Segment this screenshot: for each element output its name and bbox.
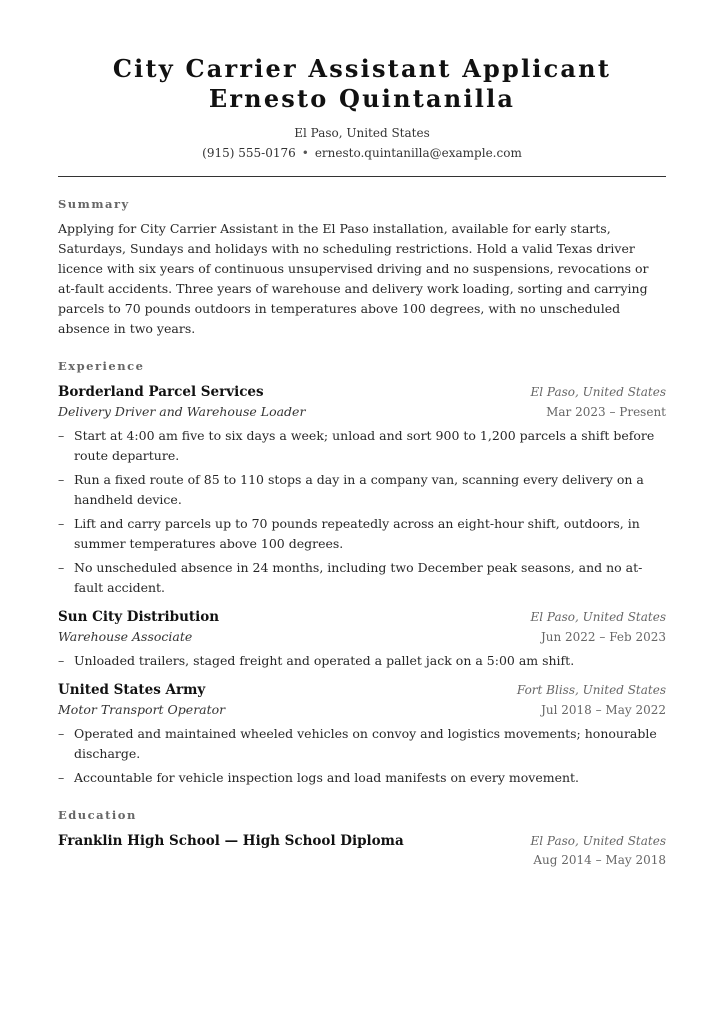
school-location: El Paso, United States [530,834,666,848]
bullet-text: Unloaded trailers, staged freight and operated a pallet jack on a 5:00 am shift. [74,653,575,668]
bullet-text: Start at 4:00 am five to six days a week; unload and sort 900 to 1,200 parcels a shift before route departure. [74,428,655,463]
experience-entry [58,608,666,671]
contact-email: ernesto.quintanilla@example.com [314,146,522,160]
job-location: Fort Bliss, United States [516,683,666,697]
job-dates: Mar 2023 – Present [546,405,666,419]
title-line-role: City Carrier Assistant Applicant [112,54,612,83]
bullet-text: Accountable for vehicle inspection logs and load manifests on every movement. [74,770,580,785]
job-title: Delivery Driver and Warehouse Loader [58,404,306,419]
company-name: United States Army [58,682,206,698]
job-bullets [58,426,666,598]
bullet-item [58,724,666,764]
job-location: El Paso, United States [530,385,666,399]
job-title: Motor Transport Operator [58,702,226,717]
education-dates: Aug 2014 – May 2018 [533,853,666,867]
education-entry [58,832,666,870]
job-dates: Jun 2022 – Feb 2023 [540,630,666,644]
section-heading-summary: Summary [58,197,130,211]
bullet-dash: – [58,472,65,487]
company-name: Borderland Parcel Services [58,384,264,400]
bullet-item [58,470,666,510]
bullet-dash: – [58,516,65,531]
contact-phone: (915) 555-0176 [202,146,296,160]
job-bullets [58,724,666,788]
resume-header [58,54,666,177]
bullet-text: Operated and maintained wheeled vehicles on convoy and logistics movements; honourable discharge. [74,726,657,761]
title-line-name: Ernesto Quintanilla [208,84,516,113]
section-heading-experience: Experience [58,359,145,373]
job-title: Warehouse Associate [58,629,193,644]
bullet-text: Run a fixed route of 85 to 110 stops a day in a company van, scanning every delivery on a handheld device. [74,472,644,507]
resume-page [58,54,666,870]
summary-text: Applying for City Carrier Assistant in the El Paso installation, available for early starts, Saturdays, Sundays and holidays with no scheduling restrictions. Hold a valid Texas driver licence with six years of continuous unsupervised driving and no suspensions, revocations or at-fault accidents. Three years of warehouse and delivery work loading, sorting and carrying parcels to 70 pounds outdoors in temperatures above 100 degrees, with no unscheduled absence in two years. [58,221,649,336]
company-name: Sun City Distribution [58,609,220,625]
contact-line [58,143,666,163]
bullet-dash: – [58,770,65,785]
header-divider [58,176,666,177]
bullet-item [58,651,666,671]
bullet-item [58,558,666,598]
bullet-text: No unscheduled absence in 24 months, including two December peak seasons, and no at-fault accident. [74,560,643,595]
bullet-dash: – [58,560,65,575]
contact-location: El Paso, United States [294,126,430,140]
experience-entry [58,681,666,788]
job-dates: Jul 2018 – May 2022 [541,703,666,717]
bullet-item [58,768,666,788]
bullet-item [58,426,666,466]
job-bullets [58,651,666,671]
job-location: El Paso, United States [530,610,666,624]
contact-separator: • [301,146,309,160]
bullet-dash: – [58,726,65,741]
section-heading-education: Education [58,808,137,822]
bullet-text: Lift and carry parcels up to 70 pounds repeatedly across an eight-hour shift, outdoors, in summer temperatures above 100 degrees. [74,516,640,551]
school-and-degree: Franklin High School — High School Diploma [58,833,404,849]
experience-entry [58,383,666,598]
bullet-dash: – [58,653,65,668]
bullet-item [58,514,666,554]
bullet-dash: – [58,428,65,443]
